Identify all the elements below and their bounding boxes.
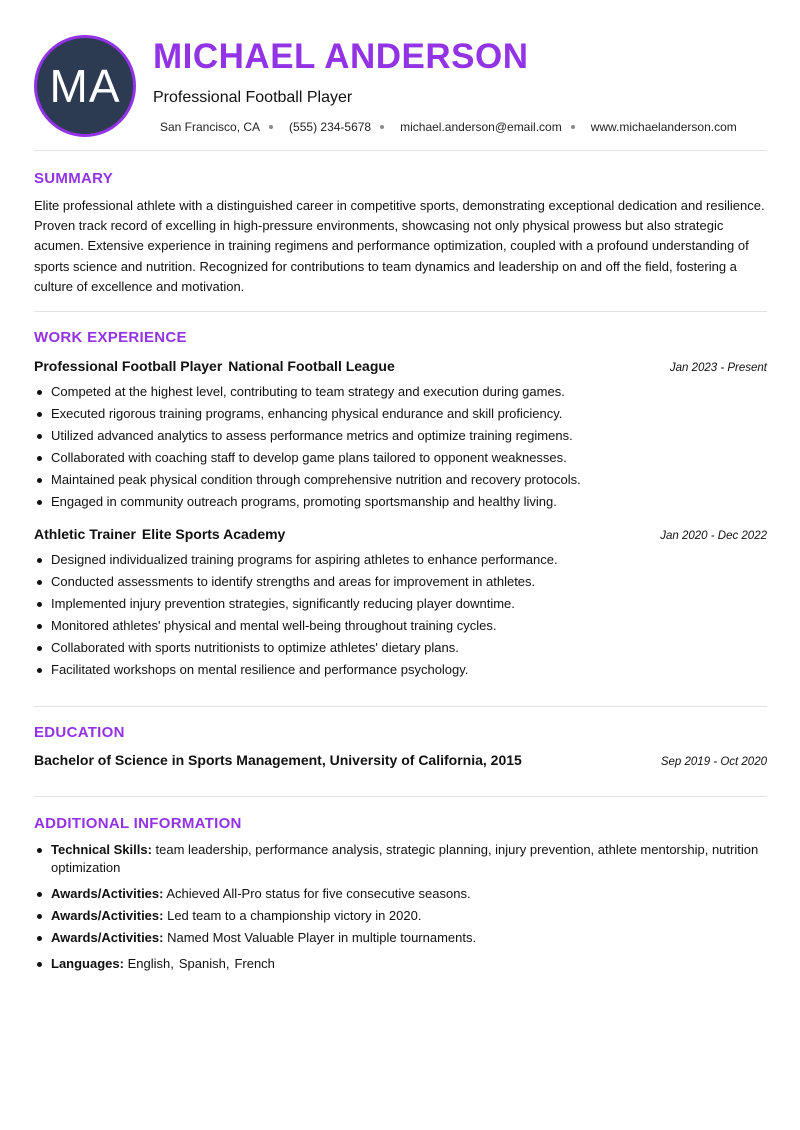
contact-phone: (555) 234-5678 [289,120,372,134]
list-item: Utilized advanced analytics to assess performance metrics and optimize training regimens. [34,425,767,447]
education-degree: Bachelor of Science in Sports Management, University of California, 2015 [34,752,522,768]
job-bullets [34,381,767,513]
education-entry [34,752,767,768]
summary-heading: SUMMARY [34,170,114,187]
list-item: Competed at the highest level, contributing to team strategy and execution during games. [34,381,767,403]
job-title: Athletic Trainer [34,526,136,542]
avatar [34,35,136,137]
job-bullets [34,549,767,681]
job-title: Professional Football Player [34,358,223,374]
divider [34,796,767,797]
language: English, [127,956,174,971]
language: Spanish, [178,956,230,971]
list-item: Executed rigorous training programs, enhancing physical endurance and skill proficiency. [34,403,767,425]
work-experience-heading: WORK EXPERIENCE [34,329,187,346]
list-item: Collaborated with coaching staff to develop game plans tailored to opponent weaknesses. [34,447,767,469]
avatar-initials: MA [49,60,121,112]
job-date: Jan 2023 - Present [669,362,767,374]
list-item: Implemented injury prevention strategies, significantly reducing player downtime. [34,593,767,615]
list-item: Collaborated with sports nutritionists to optimize athletes' dietary plans. [34,637,767,659]
contact-location: San Francisco, CA [160,120,261,134]
list-item [34,907,767,925]
job-organization: Elite Sports Academy [141,526,286,542]
additional-info-heading: ADDITIONAL INFORMATION [34,815,242,832]
skills-text: team leadership, performance analysis, strategic planning, injury prevention, athlete mentorship, nutrition optimization [51,842,759,875]
separator-dot [571,125,575,129]
job-header [34,358,767,374]
award-text: Achieved All-Pro status for five consecutive seasons. [166,886,471,901]
separator-dot [269,125,273,129]
divider [34,706,767,707]
list-item [34,955,767,973]
education-date: Sep 2019 - Oct 2020 [660,756,767,768]
list-item [34,929,767,947]
contact-bar [160,120,737,134]
skills-label: Technical Skills: [51,842,152,857]
contact-website: www.michaelanderson.com [590,120,737,134]
list-item: Engaged in community outreach programs, promoting sportsmanship and healthy living. [34,491,767,513]
list-item [34,885,767,903]
list-item: Facilitated workshops on mental resilience and performance psychology. [34,659,767,681]
education-heading: EDUCATION [34,724,125,741]
divider [34,311,767,312]
additional-info-list [34,841,767,973]
list-item: Conducted assessments to identify strengths and areas for improvement in athletes. [34,571,767,593]
job-title-line [34,358,395,374]
award-label: Awards/Activities: [51,908,164,923]
award-label: Awards/Activities: [51,886,164,901]
candidate-role: Professional Football Player [153,89,353,106]
job-header [34,526,767,542]
languages-label: Languages: [51,956,124,971]
award-text: Led team to a championship victory in 2020. [167,908,422,923]
list-item: Monitored athletes' physical and mental well-being throughout training cycles. [34,615,767,637]
award-label: Awards/Activities: [51,930,164,945]
list-item: Designed individualized training programs for aspiring athletes to enhance performance. [34,549,767,571]
summary-text: Elite professional athlete with a distinguished career in competitive sports, demonstrating exceptional dedication and resilience. Proven track record of excelling in high-pressure environments, showcasing not only physical prowess but also strategic acumen. Extensive experience in training regimens and performance optimization, coupled with a profound understanding of sports science and nutrition. Recognized for contributions to team dynamics and leadership on and off the field, fostering a culture of excellence and motivation. [34,198,765,294]
divider [34,150,767,151]
candidate-name: MICHAEL ANDERSON [153,37,529,76]
list-item: Maintained peak physical condition through comprehensive nutrition and recovery protocols. [34,469,767,491]
list-item [34,841,767,877]
award-text: Named Most Valuable Player in multiple tournaments. [167,930,477,945]
job-organization: National Football League [228,358,395,374]
separator-dot [380,125,384,129]
contact-email: michael.anderson@email.com [400,120,562,134]
job-date: Jan 2020 - Dec 2022 [660,530,767,542]
language: French [234,956,275,971]
job-title-line [34,526,285,542]
